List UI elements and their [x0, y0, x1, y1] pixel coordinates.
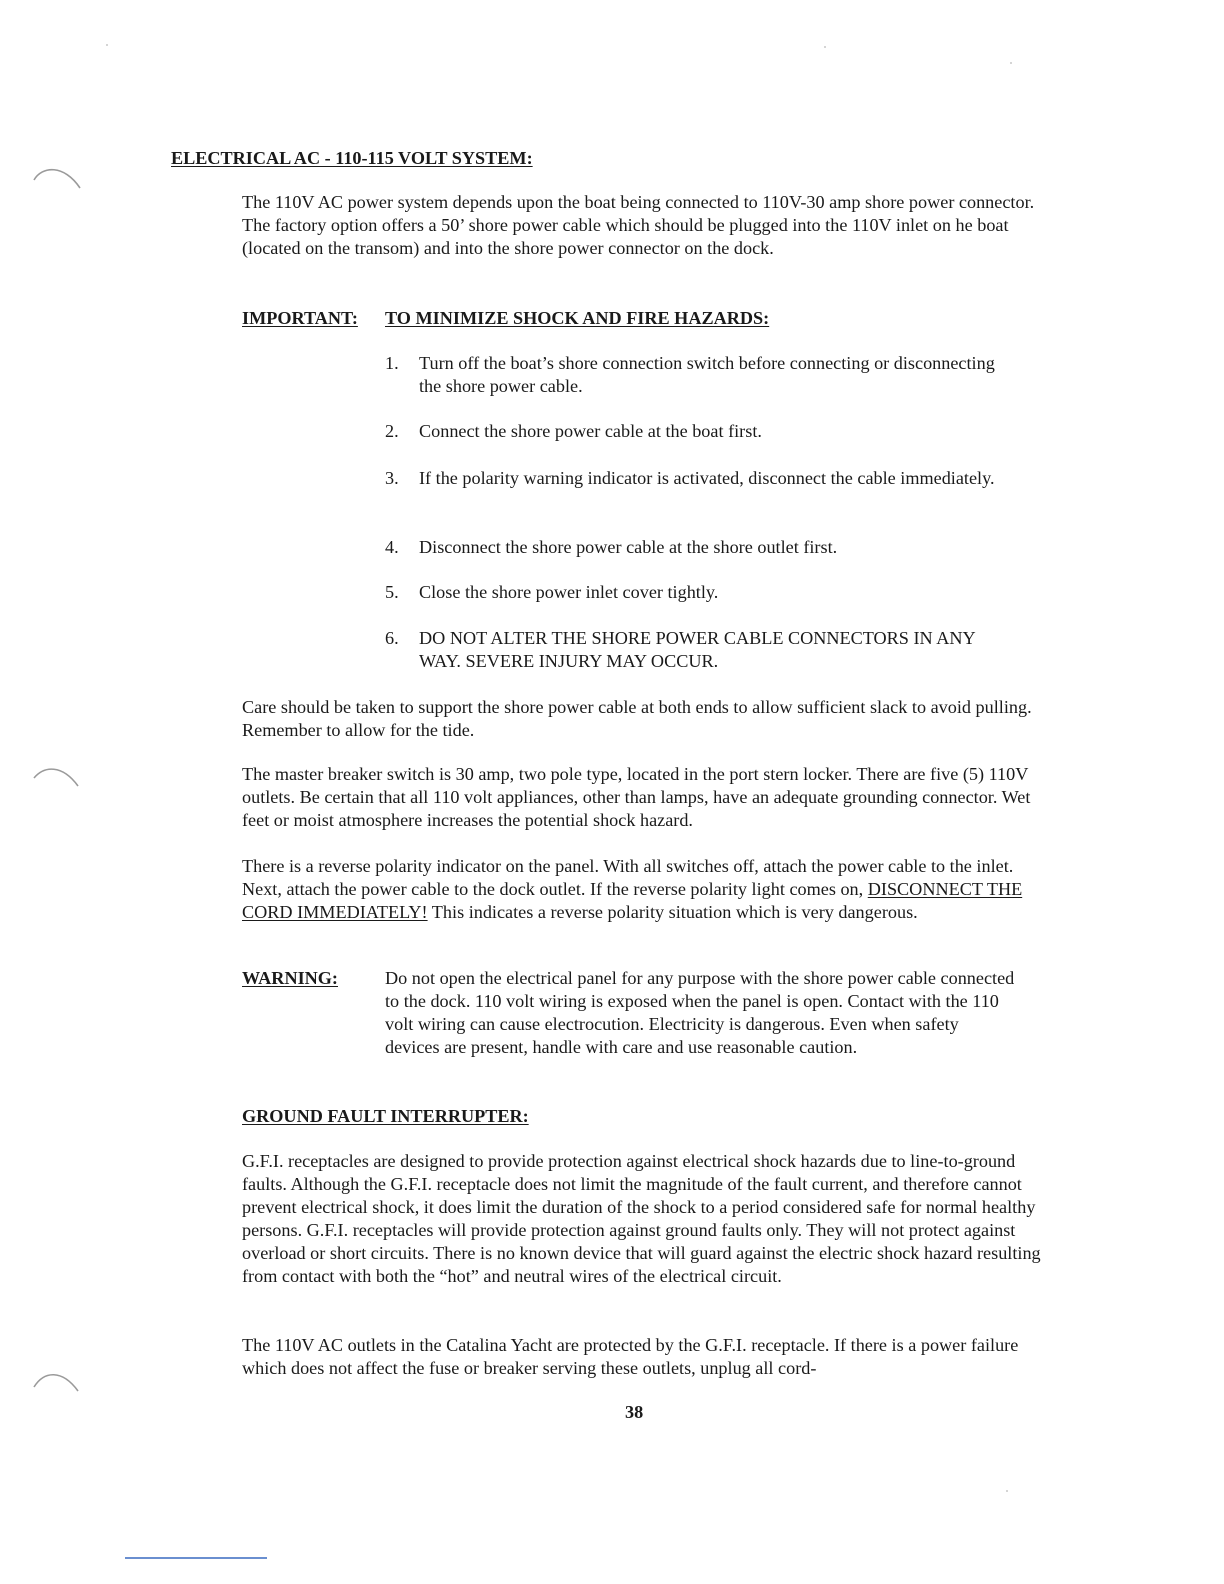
- polarity-paragraph: [242, 855, 1042, 924]
- step-number: 1.: [385, 353, 399, 373]
- important-label: IMPORTANT:: [242, 308, 358, 328]
- page-number: 38: [625, 1402, 644, 1422]
- gfi-paragraph-2: The 110V AC outlets in the Catalina Yacht are protected by the G.F.I. receptacle. If there is a power failure which does not affect the fuse or breaker serving these outlets, unplug all cord-: [242, 1335, 1019, 1378]
- punch-hole-mark-top: [26, 158, 84, 202]
- step-number: 5.: [385, 582, 399, 602]
- step-text: Connect the shore power cable at the boat first.: [419, 421, 762, 441]
- breaker-paragraph: The master breaker switch is 30 amp, two pole type, located in the port stern locker. There are five (5) 110V outlets. Be certain that all 110 volt appliances, other than lamps, have an adequate grounding connector. Wet feet or moist atmosphere increases the potential shock hazard.: [242, 764, 1031, 830]
- important-heading: TO MINIMIZE SHOCK AND FIRE HAZARDS:: [385, 308, 770, 328]
- gfi-heading: GROUND FAULT INTERRUPTER:: [242, 1106, 529, 1126]
- step-number: 3.: [385, 468, 399, 488]
- scan-speck: [1010, 62, 1012, 64]
- punch-hole-mark-middle: [26, 756, 84, 800]
- warning-label: WARNING:: [242, 968, 338, 988]
- care-paragraph: Care should be taken to support the shore power cable at both ends to allow sufficient slack to avoid pulling. Remember to allow for the tide.: [242, 697, 1032, 740]
- warning-text: Do not open the electrical panel for any purpose with the shore power cable connected to the dock. 110 volt wiring is exposed when the panel is open. Contact with the 110 volt wiring can cause electrocution. Electricity is dangerous. Even when safety devices are present, handle with care and use reasonable caution.: [385, 968, 1015, 1057]
- step-number: 2.: [385, 421, 399, 441]
- step-text: If the polarity warning indicator is activated, disconnect the cable immediately.: [419, 468, 995, 488]
- punch-hole-mark-bottom: [26, 1363, 84, 1407]
- page-title: ELECTRICAL AC - 110-115 VOLT SYSTEM:: [171, 148, 533, 168]
- scan-edge-line: [125, 1557, 267, 1559]
- scan-speck: [106, 44, 108, 46]
- polarity-text-before: There is a reverse polarity indicator on the panel. With all switches off, attach the power cable to the inlet. Next, attach the power cable to the dock outlet. If the reverse polarity light comes on,: [242, 856, 1014, 899]
- intro-paragraph: The 110V AC power system depends upon the boat being connected to 110V-30 amp shore power connector. The factory option offers a 50’ shore power cable which should be plugged into the 110V inlet on he boat (located on the transom) and into the shore power connector on the dock.: [242, 192, 1035, 258]
- scan-speck: [824, 46, 826, 48]
- step-text: Disconnect the shore power cable at the shore outlet first.: [419, 537, 838, 557]
- step-number: 4.: [385, 537, 399, 557]
- step-text: Turn off the boat’s shore connection switch before connecting or disconnecting the shore power cable.: [419, 353, 995, 396]
- step-text: DO NOT ALTER THE SHORE POWER CABLE CONNECTORS IN ANY WAY. SEVERE INJURY MAY OCCUR.: [419, 628, 975, 671]
- gfi-paragraph-1: G.F.I. receptacles are designed to provide protection against electrical shock hazards due to line-to-ground faults. Although the G.F.I. receptacle does not limit the magnitude of the fault current, and therefore cannot prevent electrical shock, it does limit the duration of the shock to a period considered safe for normal healthy persons. G.F.I. receptacles will provide protection against ground faults only. They will not protect against overload or short circuits. There is no known device that will guard against the electric shock hazard resulting from contact with both the “hot” and neutral wires of the electrical circuit.: [242, 1151, 1041, 1286]
- step-text: Close the shore power inlet cover tightly.: [419, 582, 719, 602]
- polarity-text-after: This indicates a reverse polarity situation which is very dangerous.: [427, 902, 918, 922]
- step-number: 6.: [385, 628, 399, 648]
- scan-speck: [1006, 1490, 1008, 1492]
- polarity-emphasis: DISCONNECT THE CORD IMMEDIATELY!: [242, 879, 1023, 922]
